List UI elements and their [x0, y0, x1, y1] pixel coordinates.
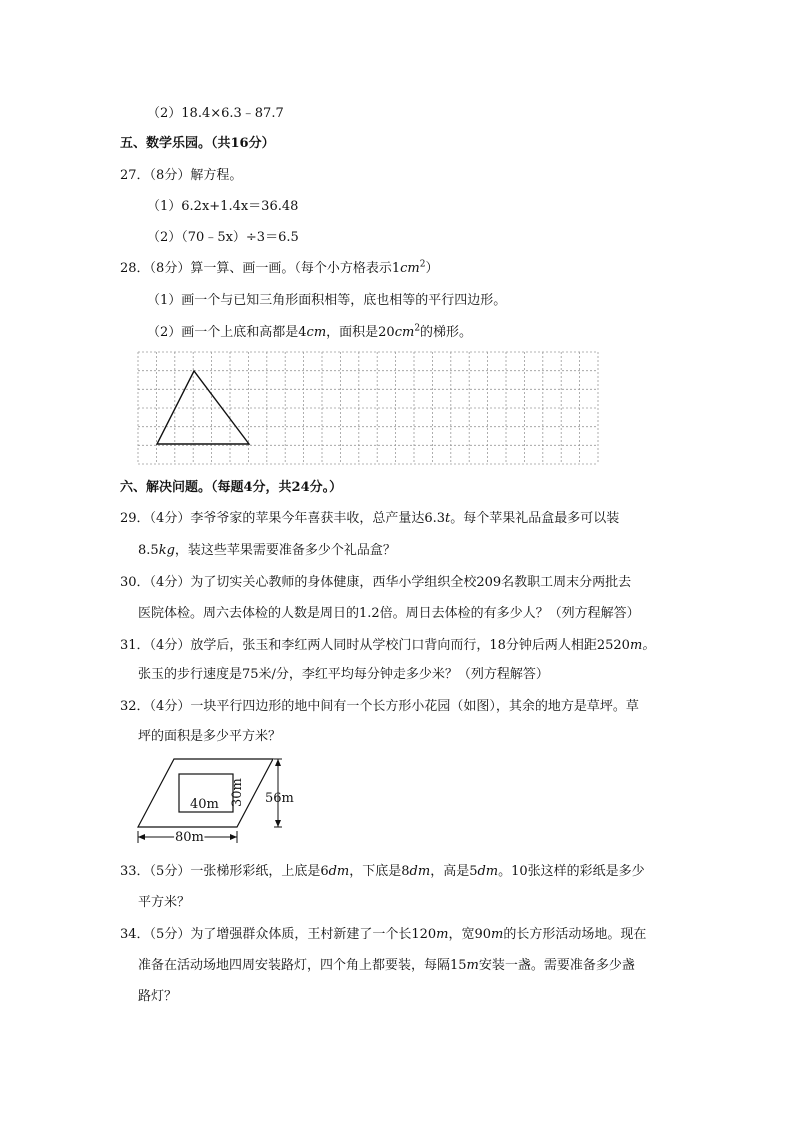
grid-lines	[138, 352, 598, 464]
question-27-2: （2）（70﹣5x）÷3＝6.5	[147, 230, 299, 245]
question-27-1: （1）6.2x+1.4x＝36.48	[147, 199, 299, 214]
q34-text-e: 安装一盏。需要准备多少盏	[478, 958, 635, 973]
base-arrow-right	[230, 834, 237, 840]
given-triangle	[157, 371, 249, 444]
q29-text-d: ，装这些苹果需要准备多少个礼品盒？	[174, 543, 396, 558]
unit-dm: dm	[477, 864, 499, 879]
question-30-line-1: 30．（4分）为了切实关心教师的身体健康，西华小学组织全校209名教职工周末分两批去	[120, 575, 632, 590]
unit-dm: dm	[409, 864, 431, 879]
q34-text-b: ，宽90	[448, 927, 492, 942]
q34-text-d: 准备在活动场地四周安装路灯，四个角上都要装，每隔15	[138, 958, 467, 973]
unit-dm: dm	[328, 864, 350, 879]
question-28-2	[147, 324, 472, 342]
label-80m: 80m	[175, 830, 204, 845]
q29-text-b: 。每个苹果礼品盒最多可以装	[450, 511, 620, 526]
q28-text-end: ）	[425, 261, 439, 276]
q29-text-a: 29．（4分）李爷爷家的苹果今年喜获丰收，总产量达6.3	[120, 511, 445, 526]
label-30m: 30m	[230, 778, 245, 807]
question-34-line-3: 路灯？	[138, 989, 178, 1004]
question-31-line-1	[120, 637, 655, 655]
q31-text-a: 31．（4分）放学后，张玉和李红两人同时从学校门口背向而行，18分钟后两人相距2520	[120, 638, 630, 653]
q34-text-c: 的长方形活动场地。现在	[503, 927, 647, 942]
base-arrow-left	[138, 834, 145, 840]
q28-2-text-a: （2）画一个上底和高都是4	[147, 325, 307, 340]
question-34-line-2	[138, 957, 635, 975]
unit-m: m	[491, 927, 504, 942]
question-29-line-1	[120, 510, 619, 528]
q28-2-text-c: 的梯形。	[420, 325, 473, 340]
unit-cm: cm	[400, 261, 420, 276]
question-29-line-2	[138, 542, 396, 560]
q33-text-a: 33．（5分）一张梯形彩纸，上底是6	[120, 864, 329, 879]
unit-m: m	[436, 927, 449, 942]
height-arrow-top	[275, 759, 281, 766]
parallelogram-figure	[135, 757, 305, 843]
height-arrow-bottom	[275, 820, 281, 827]
question-34-line-1	[120, 926, 646, 944]
unit-cm: cm	[394, 325, 415, 340]
label-40m: 40m	[190, 797, 219, 812]
unit-cm: cm	[306, 325, 327, 340]
unit-square: 2	[419, 259, 426, 270]
q34-text-a: 34．（5分）为了增强群众体质，王村新建了一个长120	[120, 927, 437, 942]
question-32-line-2: 坪的面积是多少平方米？	[138, 729, 282, 744]
calc-item-2: （2）18.4×6.3﹣87.7	[147, 106, 284, 121]
unit-m: m。	[629, 638, 656, 653]
q28-text: 28．（8分）算一算、画一画。（每个小方格表示1	[120, 261, 401, 276]
q33-text-b: ，下底是8	[349, 864, 410, 879]
q33-text-c: ，高是5	[430, 864, 478, 879]
question-33-line-2: 平方米？	[138, 895, 191, 910]
question-31-line-2: 张玉的步行速度是75米/分，李红平均每分钟走多少米？（列方程解答）	[138, 667, 549, 682]
unit-t: t	[445, 511, 451, 526]
question-27: 27．（8分）解方程。	[120, 168, 243, 183]
question-32-line-1: 32．（4分）一块平行四边形的地中间有一个长方形小花园（如图），其余的地方是草坪。草	[120, 699, 639, 714]
section-6-heading: 六、解决问题。（每题4分，共24分。）	[120, 480, 343, 495]
parallelogram-lawn	[138, 759, 273, 827]
grid-figure	[138, 352, 598, 464]
question-28-1: （1）画一个与已知三角形面积相等，底也相等的平行四边形。	[147, 293, 507, 308]
q33-text-d: 。10张这样的彩纸是多少	[498, 864, 645, 879]
question-30-line-2: 医院体检。周六去体检的人数是周日的1.2倍。周日去体检的有多少人？（列方程解答）	[138, 606, 640, 621]
question-33-line-1	[120, 863, 645, 881]
section-5-heading: 五、数学乐园。（共16分）	[120, 136, 275, 151]
unit-square: 2	[414, 323, 421, 334]
q29-text-c: 8.5	[138, 543, 159, 558]
unit-m: m	[466, 958, 479, 973]
q28-2-text-b: ，面积是20	[326, 325, 395, 340]
unit-kg: kg	[158, 543, 175, 558]
question-28	[120, 260, 438, 278]
label-56m: 56m	[265, 791, 294, 806]
